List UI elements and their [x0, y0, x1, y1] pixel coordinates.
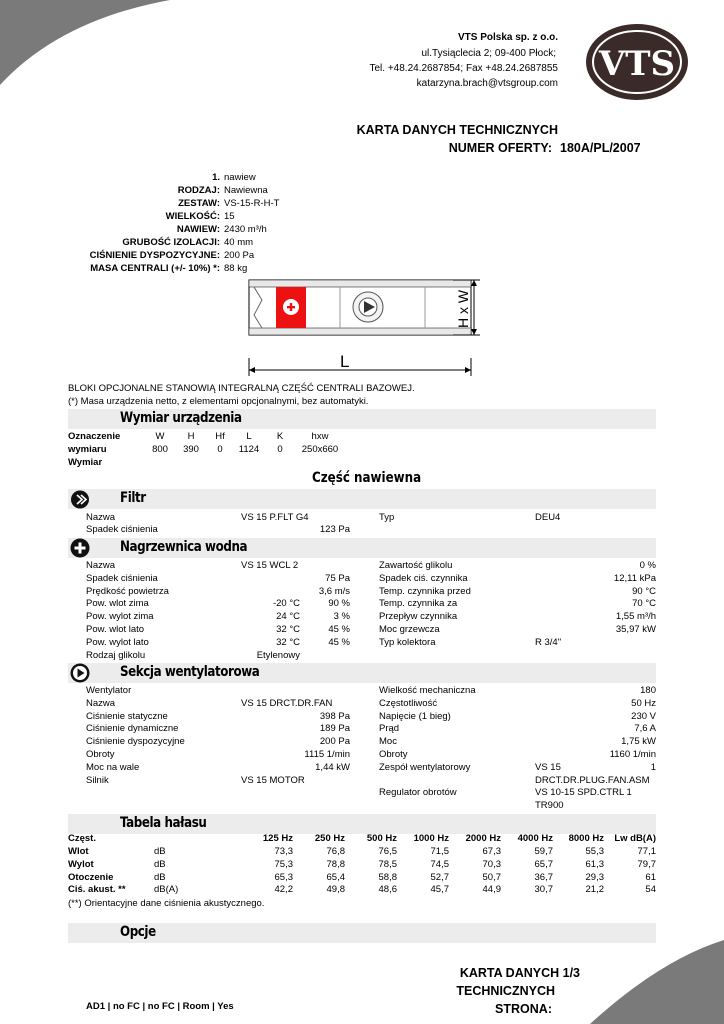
param-value: 1,55 m³/h — [615, 611, 656, 623]
param-value: 50 Hz — [631, 697, 656, 709]
param-label: Obroty — [86, 749, 115, 760]
param-value: 24 °C — [276, 611, 300, 623]
noise-cell: 71,5 — [430, 846, 449, 857]
param-value: 75 Pa — [325, 572, 350, 584]
noise-cell: 78,5 — [378, 858, 397, 870]
param-value: VS 15 DRCT.DR.FAN — [241, 697, 333, 709]
noise-cell: 76,5 — [378, 846, 397, 857]
param-label: Zespół wentylatorowy — [379, 761, 471, 773]
dims-value: 0 — [217, 444, 223, 455]
spec-label: RODZAJ: — [177, 185, 220, 196]
dims-header: K — [276, 431, 284, 442]
vts-logo — [584, 22, 690, 102]
offer-label: NUMER OFERTY: — [448, 141, 552, 155]
param-value: 230 V — [631, 710, 656, 722]
dims-value: 1124 — [238, 444, 260, 455]
spec-value: 15 — [224, 211, 235, 222]
heater-plus-section-icon — [70, 538, 90, 558]
param-value: VS 15 MOTOR — [241, 774, 305, 786]
param-value: 1,44 kW — [315, 761, 350, 773]
spec-value: 200 Pa — [224, 250, 255, 261]
param-value: 189 Pa — [319, 723, 350, 735]
spec-label: NAWIEW: — [176, 224, 220, 235]
param-label: Moc na wale — [86, 761, 140, 773]
noise-cell: 2000 Hz — [465, 833, 501, 844]
offer-number: 180A/PL/2007 — [560, 141, 641, 155]
noise-cell: dB — [154, 871, 166, 883]
param-label: Moc grzewcza — [379, 624, 440, 635]
param-value: 70 °C — [632, 598, 656, 610]
noise-cell: 65,3 — [274, 871, 293, 883]
param-label: Pow. wylot zima — [86, 611, 154, 623]
param-value: 398 Pa — [319, 710, 350, 722]
noise-note: (**) Orientacyjne dane ciśnienia akustycznego. — [68, 898, 265, 909]
param-value: 45 % — [328, 636, 350, 648]
noise-cell: 77,1 — [637, 846, 656, 857]
param-label: Regulator obrotów — [379, 787, 457, 799]
param-value: 1 — [650, 761, 656, 773]
noise-cell: dB(A) — [154, 884, 179, 896]
section-title: Część nawiewna — [312, 470, 422, 486]
param-value: 32 °C — [276, 624, 300, 635]
filter-drop-label: Spadek ciśnienia — [86, 524, 158, 535]
heater-title: Nagrzewnica wodna — [120, 539, 248, 555]
param-value: Etylenowy — [256, 649, 300, 661]
spec-label: WIELKOŚĆ: — [165, 211, 220, 222]
noise-row-label: Otoczenie — [68, 871, 114, 883]
param-label: Częstotliwość — [379, 697, 438, 709]
dims-header: H — [187, 431, 195, 442]
noise-cell: 61,3 — [585, 858, 604, 870]
fan-bar — [68, 663, 656, 683]
param-label: Spadek ciśnienia — [86, 572, 158, 584]
filter-name-label: Nazwa — [86, 512, 116, 523]
heater-bar — [68, 538, 656, 558]
param-value: 180 — [640, 685, 656, 696]
spec-value: Nawiewna — [224, 185, 268, 196]
noise-row-label: Częst. — [68, 833, 96, 844]
param-label: Nazwa — [86, 560, 116, 571]
dims-header-label: Oznaczenie — [68, 431, 121, 442]
noise-cell: 65,7 — [534, 858, 553, 870]
dims-title: Wymiar urządzenia — [120, 410, 242, 426]
noise-cell: 48,6 — [378, 884, 397, 896]
top-left-corner-shape — [0, 0, 170, 85]
noise-cell: 67,3 — [482, 846, 501, 857]
param-label: Ciśnienie statyczne — [86, 710, 168, 722]
param-value: 3,6 m/s — [318, 585, 350, 597]
spec-label: MASA CENTRALI (+/- 10%) *: — [90, 263, 220, 274]
noise-cell: 78,8 — [326, 858, 345, 870]
noise-cell: 21,2 — [585, 884, 604, 896]
noise-cell: 52,7 — [430, 871, 449, 883]
dims-row-label: wymiaru — [68, 444, 107, 455]
param-label: Prędkość powietrza — [86, 585, 169, 597]
bottom-right-corner-shape — [590, 940, 724, 1024]
param-mid: VS 15 — [535, 761, 561, 773]
noise-cell: 36,7 — [534, 871, 553, 883]
dims-value: 250x660 — [301, 444, 339, 455]
noise-cell: Lw dB(A) — [614, 833, 656, 844]
noise-cell: 70,3 — [482, 858, 501, 870]
noise-cell: 250 Hz — [314, 833, 345, 844]
param-value: 3 % — [333, 611, 350, 623]
spec-value: nawiew — [224, 172, 256, 183]
param-label: Typ kolektora — [379, 636, 436, 648]
noise-cell: 44,9 — [482, 884, 501, 896]
spec-value: VS-15-R-H-T — [224, 198, 280, 209]
footer-line-1: KARTA DANYCH 1/3 — [459, 966, 580, 980]
noise-cell: 125 Hz — [262, 833, 293, 844]
filter-type-label: Typ — [379, 512, 395, 523]
filter-type-value: DEU4 — [535, 512, 561, 523]
param-label: Spadek ciś. czynnika — [379, 572, 468, 584]
param-value: 12,11 kPa — [613, 572, 656, 584]
param-label: Moc — [379, 736, 397, 748]
noise-cell: 65,4 — [326, 871, 345, 883]
fan-title: Sekcja wentylatorowa — [120, 664, 260, 680]
footer-line-2: TECHNICZNYCH — [456, 984, 555, 998]
noise-cell: 79,7 — [637, 858, 656, 870]
param-label: Pow. wlot lato — [86, 624, 145, 635]
noise-cell: 4000 Hz — [517, 833, 553, 844]
doc-title: KARTA DANYCH TECHNICZNYCH — [356, 123, 558, 137]
filter-icon — [70, 490, 90, 509]
param-label: Ciśnienie dynamiczne — [86, 723, 179, 735]
noise-cell: 73,3 — [274, 846, 293, 857]
spec-label: CIŚNIENIE DYSPOZYCYJNE: — [89, 250, 220, 261]
noise-cell: 45,7 — [430, 884, 449, 896]
param-mid: DRCT.DR.PLUG.FAN.ASM — [535, 774, 650, 786]
param-label: Wielkość mechaniczna — [379, 685, 476, 696]
noise-cell: 58,8 — [378, 871, 397, 883]
param-value: -20 °C — [272, 598, 300, 610]
filter-title: Filtr — [120, 490, 146, 506]
footer-line-3: STRONA: — [495, 1002, 552, 1016]
param-value: 45 % — [328, 624, 350, 635]
dims-header: Hf — [215, 431, 225, 442]
noise-cell: 59,7 — [534, 846, 553, 857]
param-value: 1160 1/min — [609, 749, 656, 760]
param-value: 0 % — [639, 560, 656, 571]
param-label: Obroty — [379, 749, 408, 760]
param-value: 1,75 kW — [621, 736, 656, 748]
footer-code: AD1 | no FC | no FC | Room | Yes — [86, 1001, 234, 1012]
company-name: VTS Polska sp. z o.o. — [457, 32, 558, 43]
param-label: Rodzaj glikolu — [86, 649, 146, 661]
noise-cell: dB — [154, 846, 166, 857]
noise-cell: 500 Hz — [366, 833, 397, 844]
param-value: 1115 1/min — [304, 749, 350, 760]
company-phone: Tel. +48.24.2687854; Fax +48.24.2687855 — [369, 63, 558, 74]
dims-bar — [68, 409, 656, 429]
company-address: ul.Tysiąclecia 2; 09-400 Płock; — [421, 48, 556, 59]
logo-text: VTS — [598, 44, 676, 84]
noise-cell: 8000 Hz — [568, 833, 604, 844]
param-mid: R 3/4" — [535, 636, 562, 648]
param-label: Temp. czynnika za — [379, 598, 458, 610]
spec-value: 2430 m³/h — [224, 224, 267, 235]
dims-row3: Wymiar — [68, 457, 103, 468]
note-line-1: BLOKI OPCJONALNE STANOWIĄ INTEGRALNĄ CZĘŚĆ CENTRALI BAZOWEJ. — [68, 383, 415, 394]
param-value: 32 °C — [276, 636, 300, 648]
dims-header: W — [155, 431, 165, 442]
noise-cell: 74,5 — [430, 858, 449, 870]
param-label: Temp. czynnika przed — [379, 585, 471, 597]
hxw-label: H x W — [455, 289, 471, 328]
dims-value: 390 — [183, 444, 199, 455]
noise-cell: 1000 Hz — [413, 833, 449, 844]
noise-cell: 30,7 — [534, 884, 553, 896]
param-label: Nazwa — [86, 697, 116, 709]
dims-value: 800 — [152, 444, 168, 455]
noise-row-label: Ciś. akust. ** — [68, 884, 126, 896]
noise-cell: 49,8 — [326, 884, 345, 896]
noise-row-label: Wylot — [68, 858, 94, 870]
dims-value: 0 — [277, 444, 283, 455]
dims-header: hxw — [311, 431, 329, 442]
unit-diagram — [240, 270, 490, 382]
noise-cell: 75,3 — [274, 858, 293, 870]
param-label: Napięcie (1 bieg) — [379, 710, 451, 722]
filter-name-value: VS 15 P.FLT G4 — [241, 512, 309, 523]
options-bar — [68, 923, 656, 943]
filter-bar — [68, 489, 656, 509]
param-mid: TR900 — [535, 800, 564, 812]
fan-section-icon — [70, 663, 90, 683]
param-label: Silnik — [86, 774, 109, 786]
noise-title: Tabela hałasu — [120, 815, 207, 831]
param-label: Ciśnienie dyspozycyjne — [86, 736, 185, 748]
param-label: Zawartość glikolu — [379, 560, 453, 571]
spec-label: 1. — [212, 172, 220, 183]
noise-cell: 50,7 — [482, 871, 501, 883]
note-line-2: (*) Masa urządzenia netto, z elementami opcjonalnymi, bez automatyki. — [68, 396, 369, 407]
noise-cell: 54 — [645, 884, 656, 896]
param-value: 90 % — [328, 598, 350, 610]
noise-bar — [68, 814, 656, 834]
l-label: L — [340, 352, 350, 371]
param-value: VS 15 WCL 2 — [241, 560, 299, 571]
param-label: Pow. wlot zima — [86, 598, 149, 610]
param-label: Wentylator — [86, 685, 132, 696]
noise-cell: 61 — [645, 871, 656, 883]
spec-value: 88 kg — [224, 263, 248, 274]
param-label: Przepływ czynnika — [379, 611, 458, 623]
spec-value: 40 mm — [224, 237, 254, 248]
noise-cell: 55,3 — [585, 846, 604, 857]
spec-label: GRUBOŚĆ IZOLACJI: — [122, 237, 220, 248]
spec-label: ZESTAW: — [178, 198, 220, 209]
noise-row-label: Wlot — [68, 846, 89, 857]
param-value: 200 Pa — [319, 736, 350, 748]
param-label: Pow. wylot lato — [86, 636, 149, 648]
param-value: 35,97 kW — [615, 624, 656, 635]
dims-header: L — [246, 431, 252, 442]
company-email: katarzyna.brach@vtsgroup.com — [416, 78, 558, 89]
param-mid: VS 10-15 SPD.CTRL 1 — [535, 787, 632, 799]
noise-cell: 29,3 — [585, 871, 604, 883]
noise-cell: 76,8 — [326, 846, 345, 857]
param-label: Prąd — [379, 723, 400, 735]
param-value: 7,6 A — [634, 723, 656, 735]
filter-drop-value: 123 Pa — [319, 524, 350, 535]
param-value: 90 °C — [632, 585, 656, 597]
options-title: Opcje — [120, 924, 156, 940]
noise-cell: 42,2 — [274, 884, 293, 896]
noise-cell: dB — [154, 858, 166, 870]
